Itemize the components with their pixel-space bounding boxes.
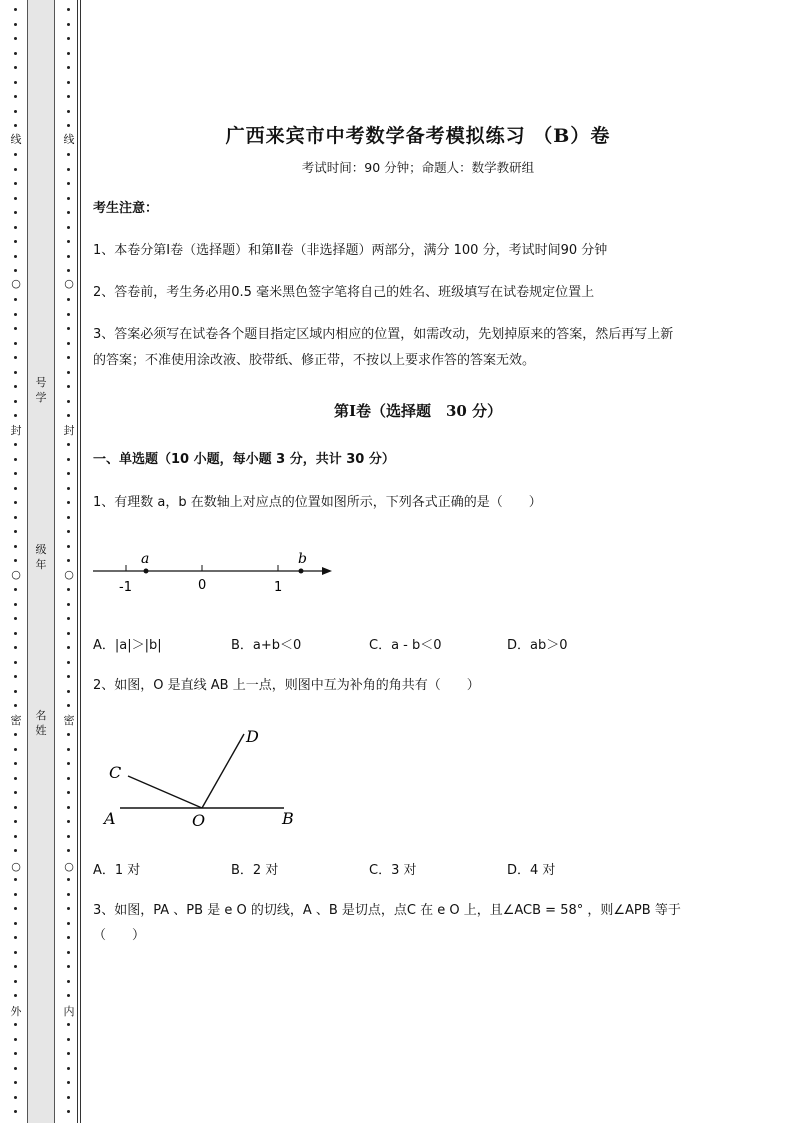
margin-dot bbox=[67, 1067, 70, 1070]
number-line-figure bbox=[88, 545, 340, 600]
margin-dot bbox=[67, 37, 70, 40]
inner-label: 线 bbox=[63, 133, 75, 146]
margin-dot bbox=[67, 385, 70, 388]
margin-dot bbox=[14, 298, 17, 301]
margin-dot bbox=[14, 806, 17, 809]
margin-dot bbox=[14, 1096, 17, 1099]
margin-dot bbox=[67, 501, 70, 504]
outer-label: 外 bbox=[10, 1005, 22, 1018]
margin-dot bbox=[67, 66, 70, 69]
margin-dot bbox=[14, 1110, 17, 1113]
margin-dot bbox=[14, 211, 17, 214]
margin-dot bbox=[67, 806, 70, 809]
margin-dot bbox=[14, 835, 17, 838]
margin-dot bbox=[67, 791, 70, 794]
margin-dot bbox=[67, 197, 70, 200]
margin-dot bbox=[67, 443, 70, 446]
margin-dot bbox=[14, 980, 17, 983]
question-1-stem: 1、有理数 a，b 在数轴上对应点的位置如图所示，下列各式正确的是（ ） bbox=[93, 495, 542, 510]
point-a-label: a bbox=[141, 551, 150, 567]
margin-dot bbox=[67, 226, 70, 229]
margin-dot bbox=[14, 371, 17, 374]
margin-dot bbox=[67, 661, 70, 664]
margin-dot bbox=[67, 1052, 70, 1055]
exam-title: 广西来宾市中考数学备考模拟练习 （B）卷 bbox=[225, 125, 611, 147]
tick-label: 1 bbox=[274, 580, 283, 595]
margin-dot bbox=[14, 487, 17, 490]
label-a: A bbox=[104, 809, 116, 828]
margin-dot bbox=[67, 922, 70, 925]
margin-dot bbox=[67, 81, 70, 84]
margin-dot bbox=[14, 762, 17, 765]
margin-dot bbox=[67, 675, 70, 678]
margin-dot bbox=[67, 777, 70, 780]
margin-dot bbox=[67, 632, 70, 635]
margin-dot bbox=[14, 168, 17, 171]
margin-dot bbox=[67, 820, 70, 823]
inner-label: 密 bbox=[63, 714, 75, 727]
margin-dot bbox=[67, 240, 70, 243]
margin-border bbox=[80, 0, 81, 1123]
inner-label: ○ bbox=[62, 277, 76, 290]
margin-dot bbox=[67, 835, 70, 838]
margin-dot bbox=[67, 849, 70, 852]
margin-dot bbox=[67, 1023, 70, 1026]
margin-dot bbox=[67, 400, 70, 403]
student-number-label: 号学 bbox=[35, 376, 47, 404]
margin-dot bbox=[67, 110, 70, 113]
margin-dot bbox=[14, 588, 17, 591]
margin-dot bbox=[14, 646, 17, 649]
margin-dot bbox=[67, 762, 70, 765]
margin-dot bbox=[14, 922, 17, 925]
margin-dot bbox=[14, 791, 17, 794]
margin-dot bbox=[14, 81, 17, 84]
margin-dot bbox=[67, 965, 70, 968]
option-a: A．1 对 bbox=[93, 863, 141, 878]
margin-dot bbox=[14, 443, 17, 446]
question-3-stem-continued: （ ） bbox=[93, 928, 146, 943]
margin-dot bbox=[67, 414, 70, 417]
margin-dot bbox=[14, 849, 17, 852]
margin-dot bbox=[14, 472, 17, 475]
inner-label: 内 bbox=[63, 1005, 75, 1018]
margin-dot bbox=[67, 646, 70, 649]
notice-item: 2、答卷前，考生务必用0.5 毫米黑色签字笔将自己的姓名、班级填写在试卷规定位置上 bbox=[93, 285, 595, 300]
margin-dot bbox=[14, 777, 17, 780]
margin-dot bbox=[67, 878, 70, 881]
margin-dot bbox=[14, 675, 17, 678]
margin-dot bbox=[14, 95, 17, 98]
margin-dot bbox=[14, 226, 17, 229]
notice-item: 1、本卷分第Ⅰ卷（选择题）和第Ⅱ卷（非选择题）两部分，满分 100 分，考试时间90 分钟 bbox=[93, 243, 608, 258]
margin-dot bbox=[67, 211, 70, 214]
point-b bbox=[299, 569, 304, 574]
margin-dot bbox=[14, 704, 17, 707]
margin-dot bbox=[14, 965, 17, 968]
inner-dotted-line bbox=[64, 0, 74, 1123]
margin-dot bbox=[67, 516, 70, 519]
margin-dot bbox=[14, 1038, 17, 1041]
option-c: C．a - b＜0 bbox=[369, 638, 442, 653]
class-label: 级年 bbox=[35, 543, 47, 571]
question-group-heading: 一、单选题（10 小题，每小题 3 分，共计 30 分） bbox=[93, 452, 395, 467]
margin-dot bbox=[14, 559, 17, 562]
part-title: 第Ⅰ卷（选择题 30 分） bbox=[333, 402, 503, 420]
notice-heading: 考生注意： bbox=[93, 201, 159, 216]
margin-dot bbox=[14, 400, 17, 403]
margin-dot bbox=[67, 704, 70, 707]
margin-dot bbox=[14, 878, 17, 881]
margin-dot bbox=[67, 269, 70, 272]
margin-dot bbox=[67, 748, 70, 751]
inner-label: ○ bbox=[62, 568, 76, 581]
margin-dot bbox=[67, 124, 70, 127]
margin-dot bbox=[14, 820, 17, 823]
name-label: 名姓 bbox=[35, 709, 47, 737]
ray-oc bbox=[128, 776, 202, 808]
margin-dot bbox=[14, 1067, 17, 1070]
margin-dot bbox=[67, 617, 70, 620]
option-b: B．a+b＜0 bbox=[231, 638, 302, 653]
margin-dot bbox=[67, 168, 70, 171]
margin-dot bbox=[14, 690, 17, 693]
margin-dot bbox=[14, 269, 17, 272]
margin-dot bbox=[14, 37, 17, 40]
margin-dot bbox=[67, 994, 70, 997]
margin-dot bbox=[67, 153, 70, 156]
tick-label: -1 bbox=[119, 580, 132, 595]
margin-dot bbox=[67, 255, 70, 258]
margin-dot bbox=[14, 1023, 17, 1026]
tick-label: 0 bbox=[198, 578, 207, 593]
option-d: D．ab＞0 bbox=[507, 638, 568, 653]
margin-dot bbox=[67, 588, 70, 591]
margin-dot bbox=[67, 1110, 70, 1113]
margin-dot bbox=[67, 52, 70, 55]
margin-dot bbox=[14, 356, 17, 359]
margin-dot bbox=[67, 371, 70, 374]
margin-dot bbox=[14, 255, 17, 258]
margin-dot bbox=[14, 994, 17, 997]
margin-dot bbox=[67, 95, 70, 98]
margin-dot bbox=[14, 603, 17, 606]
margin-dot bbox=[14, 733, 17, 736]
margin-dot bbox=[14, 458, 17, 461]
angle-figure bbox=[98, 722, 308, 834]
outer-label: ○ bbox=[9, 860, 23, 873]
margin-dot bbox=[14, 110, 17, 113]
notice-item: 的答案；不准使用涂改液、胶带纸、修正带，不按以上要求作答的答案无效。 bbox=[93, 353, 536, 368]
margin-dot bbox=[67, 1081, 70, 1084]
question-3-stem: 3、如图，PA 、PB 是 e O 的切线，A 、B 是切点，点C 在 e O 上，且∠ACB = 58° ，则∠APB 等于 bbox=[93, 903, 681, 918]
margin-dot bbox=[67, 893, 70, 896]
outer-label: 线 bbox=[10, 133, 22, 146]
margin-dot bbox=[67, 8, 70, 11]
point-b-label: b bbox=[298, 551, 307, 567]
margin-dot bbox=[14, 197, 17, 200]
margin-dot bbox=[67, 458, 70, 461]
margin-dot bbox=[67, 907, 70, 910]
margin-dot bbox=[67, 1096, 70, 1099]
margin-dot bbox=[67, 530, 70, 533]
option-c: C．3 对 bbox=[369, 863, 417, 878]
margin-dot bbox=[67, 356, 70, 359]
margin-dot bbox=[67, 936, 70, 939]
label-b: B bbox=[282, 809, 294, 828]
margin-dot bbox=[14, 936, 17, 939]
margin-dot bbox=[14, 385, 17, 388]
margin-dot bbox=[14, 632, 17, 635]
outer-label: ○ bbox=[9, 568, 23, 581]
margin-dot bbox=[67, 182, 70, 185]
margin-dot bbox=[14, 240, 17, 243]
margin-dot bbox=[14, 8, 17, 11]
margin-dot bbox=[14, 342, 17, 345]
margin-dot bbox=[14, 52, 17, 55]
outer-label: ○ bbox=[9, 277, 23, 290]
margin-dot bbox=[14, 66, 17, 69]
inner-label: 封 bbox=[63, 424, 75, 437]
margin-dot bbox=[67, 733, 70, 736]
margin-border bbox=[77, 0, 78, 1123]
margin-dot bbox=[67, 603, 70, 606]
margin-dot bbox=[67, 23, 70, 26]
outer-dotted-line bbox=[11, 0, 21, 1123]
margin-dot bbox=[14, 313, 17, 316]
margin-dot bbox=[14, 124, 17, 127]
margin-dot bbox=[14, 748, 17, 751]
outer-label: 密 bbox=[10, 714, 22, 727]
margin-dot bbox=[14, 501, 17, 504]
margin-dot bbox=[14, 1052, 17, 1055]
margin-dot bbox=[67, 472, 70, 475]
notice-item: 3、答案必须写在试卷各个题目指定区域内相应的位置，如需改动，先划掉原来的答案，然后再写上新 bbox=[93, 327, 674, 342]
ray-od bbox=[202, 734, 244, 808]
outer-label: 封 bbox=[10, 424, 22, 437]
label-d: D bbox=[246, 727, 259, 746]
margin-dot bbox=[14, 545, 17, 548]
margin-dot bbox=[67, 545, 70, 548]
margin-dot bbox=[67, 980, 70, 983]
margin-dot bbox=[14, 530, 17, 533]
margin-dot bbox=[67, 487, 70, 490]
option-a: A．|a|＞|b| bbox=[93, 638, 162, 653]
option-b: B．2 对 bbox=[231, 863, 279, 878]
margin-dot bbox=[67, 327, 70, 330]
margin-dot bbox=[67, 1038, 70, 1041]
point-a bbox=[144, 569, 149, 574]
margin-dot bbox=[14, 327, 17, 330]
arrow-icon bbox=[322, 567, 332, 575]
margin-dot bbox=[14, 182, 17, 185]
label-c: C bbox=[109, 763, 122, 782]
margin-dot bbox=[14, 617, 17, 620]
margin-dot bbox=[14, 516, 17, 519]
margin-dot bbox=[14, 153, 17, 156]
margin-dot bbox=[14, 907, 17, 910]
margin-dot bbox=[14, 23, 17, 26]
margin-dot bbox=[14, 414, 17, 417]
margin-dot bbox=[67, 342, 70, 345]
margin-dot bbox=[67, 951, 70, 954]
margin-dot bbox=[67, 298, 70, 301]
margin-dot bbox=[67, 559, 70, 562]
exam-subtitle: 考试时间：90 分钟；命题人：数学教研组 bbox=[301, 160, 535, 175]
label-o: O bbox=[192, 811, 206, 830]
margin-dot bbox=[14, 661, 17, 664]
option-d: D．4 对 bbox=[507, 863, 556, 878]
question-2-stem: 2、如图，O 是直线 AB 上一点，则图中互为补角的角共有（ ） bbox=[93, 678, 480, 693]
margin-dot bbox=[14, 951, 17, 954]
margin-dot bbox=[14, 893, 17, 896]
inner-label: ○ bbox=[62, 860, 76, 873]
margin-dot bbox=[14, 1081, 17, 1084]
margin-dot bbox=[67, 690, 70, 693]
margin-dot bbox=[67, 313, 70, 316]
